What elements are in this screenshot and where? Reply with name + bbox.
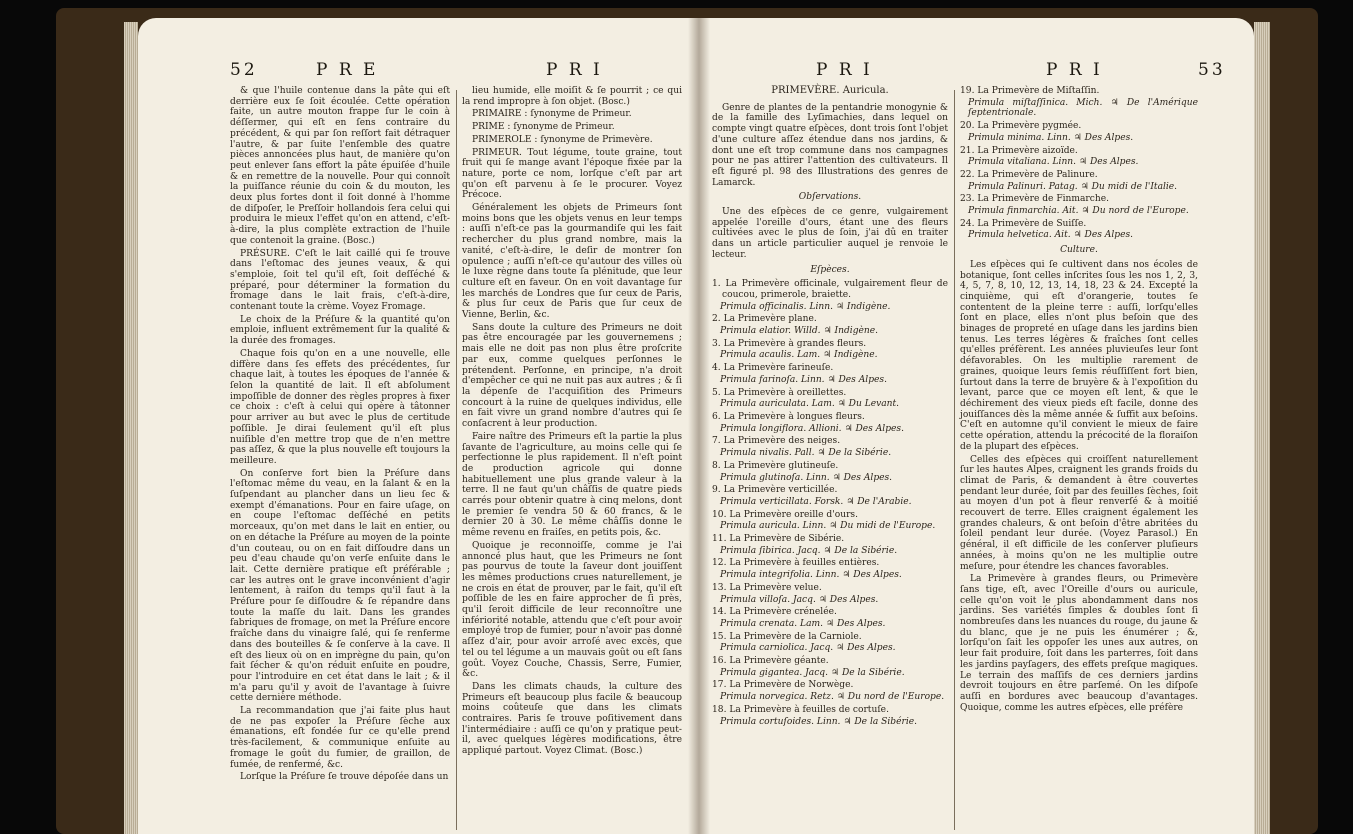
species-latin-name: Primula verticillata. Forsk. ♃ De l'Arabie. — [720, 496, 912, 507]
paragraph: PRÉSURE. C'eſt le lait caillé qui ſe trouve dans l'eſtomac des jeunes veaux, & qui s'emploie, ſoit tel qu'il eſt, ſoit deſſéché & préparé, pour déterminer la formation du fromage dans le lait frais, c'eſt-à-dire, contenant toute la crème. Voyez Fromage. — [230, 248, 450, 313]
species-entry: 15. La Primevère de la Carniole. — [712, 631, 862, 642]
species-entry: 18. La Primevère à feuilles de cortuſe. — [712, 704, 889, 715]
species-entry: 2. La Primevère plane. — [712, 314, 817, 325]
paragraph: Chaque fois qu'on en a une nouvelle, elle diffère dans ſes effets des précédentes, ſur chaque lait, à toutes les époques de l'année & ſelon la quantité de lait. Il eſt abſolument impoſſible de donner des règles propres à fixer ce choix : c'eſt à celui qui opère à tâtonner pour arriver au but avec le plus de certitude poſſible. Je dirai ſeulement qu'il eſt plus nuiſible d'en mettre trop que de n'en mettre pas aſſez, & que la plus nouvelle eſt toujours la meilleure. — [230, 348, 450, 466]
paragraph: Celles des eſpèces qui croiſſent naturellement ſur les hautes Alpes, craignent les grands froids du climat de Paris, & demandent à être couvertes pendant leur durée, ſoit par des feuilles ſèches, ſoit au moyen d'un pot à fleur renverſé & à moitié recouvert de terre. Elles craignent également les grandes chaleurs, & ont beſoin d'être abritées du ſoleil pendant leur durée. (Voyez Parasol.) En général, il eſt difficile de les conſerver pluſieurs années, à moins qu'on ne les multiplie outre meſure, pour étendre les chances favorables. — [960, 454, 1198, 572]
section-heading: Culture. — [1060, 245, 1098, 256]
species-latin-name: Primula farinoſa. Linn. ♃ Des Alpes. — [720, 374, 887, 385]
article-title: PRIMEVÈRE. Auricula. — [771, 85, 889, 96]
species-entry: 6. La Primevère à longues fleurs. — [712, 411, 865, 422]
paragraph: Le choix de la Préſure & la quantité qu'on emploie, influent extrêmement ſur la qualité & la durée des fromages. — [230, 314, 450, 347]
species-entry: 4. La Primevère farineuſe. — [712, 363, 834, 374]
species-entry: 19. La Primevère de Miſtaſſin. — [960, 86, 1100, 96]
species-entry: 9. La Primevère verticillée. — [712, 485, 838, 496]
left-page-number: 52 — [230, 60, 258, 80]
right-page-number: 53 — [1198, 60, 1226, 80]
species-entry: 23. La Primevère de Finmarche. — [960, 194, 1110, 205]
paragraph: Genre de plantes de la pentandrie monogynie & de la famille des Lyſimachies, dans lequel on compte vingt quatre eſpèces, dont trois ſont l'objet d'une culture aſſez étendue dans nos jardins, & dont une eſt trop commune dans nos campagnes pour ne pas attirer l'attention des cultivateurs. Il eſt figuré pl. 98 des Illustrations des genres de Lamarck. — [712, 102, 948, 188]
species-latin-name: Primula officinalis. Linn. ♃ Indigène. — [720, 301, 891, 312]
right-running-head-left: P R I — [816, 60, 873, 80]
species-entry: 13. La Primevère velue. — [712, 582, 822, 593]
species-latin-name: Primula crenata. Lam. ♃ Des Alpes. — [720, 618, 886, 629]
book-gutter — [688, 18, 710, 834]
paragraph: & que l'huile contenue dans la pâte qui eſt derrière eux ſe ſoit écoulée. Cette opération faite, un autre mouton frappe ſur le coin à déſſermer, qui eſt en ſens contraire du précédent, & qui par ſon reſſort fait détraquer l'autre, & par ſuite l'enſemble des quatre pièces annoncées plus haut, de manière qu'on peut enlever ſans effort la pâte épuiſée d'huile & en remettre de la nouvelle. Pour qui connoît la puiſſance réunie du coin & du mouton, les deux plus fortes dont il ſoit donné à l'homme de diſpoſer, le Preſſoir hollandois ſera celui qui produira le mieux l'effet qu'on en attend, c'eſt-à-dire, la plus complète extraction de l'huile que contenoit la graine. (Bosc.) — [230, 86, 450, 246]
species-latin-name: Primula villoſa. Jacq. ♃ Des Alpes. — [720, 594, 879, 605]
species-entry: 14. La Primevère crénelée. — [712, 607, 837, 618]
section-heading: Eſpèces. — [810, 264, 850, 275]
species-latin-name: Primula acaulis. Lam. ♃ Indigène. — [720, 350, 878, 361]
paragraph: On conſerve fort bien la Préſure dans l'eſtomac même du veau, en la ſalant & en la ſuſpendant au plancher dans un lieu ſec & exempt d'émanations. Pour en faire uſage, on en coupe l'eſtomac deſſéché en petits morceaux, qu'on met dans le lait en entier, ou on en détache la Préſure au moyen de la pointe d'un couteau, ou on en fait diſſoudre dans un peu d'eau chaude qu'on verſe enſuite dans le lait. Cette dernière pratique eſt préférable ; car les autres ont le grave inconvénient d'agir lentement, à raiſon du temps qu'il faut à la Préſure pour ſe diſſoudre & ſe répandre dans toute la maſſe du lait. Dans les grandes fabriques de fromage, on met la Préſure encore fraîche dans du vinaigre ſalé, qui ſe renferme dans des bouteilles & ſe conſerve à la cave. Il eſt des lieux où on en imprègne du pain, qu'on fait ſécher & qu'on réduit enſuite en poudre, pour l'introduire en cet état dans le lait ; & il m'a paru qu'il y avoit de l'avantage à ſuivre cette dernière méthode. — [230, 468, 451, 704]
column-divider — [456, 90, 457, 830]
left-page-edges — [124, 22, 138, 834]
left-running-head-left: P R E — [316, 60, 379, 80]
species-latin-name: Primula longiflora. Allioni. ♃ Des Alpes. — [720, 423, 904, 434]
species-latin-name: Primula glutinoſa. Linn. ♃ Des Alpes. — [720, 472, 893, 483]
paragraph: Faire naître des Primeurs eſt la partie la plus ſavante de l'agriculture, au moins celle qui ſe perfectionne le plus rapidement. Il n'eſt point de production agricole qui donne habituellement une plus grande valeur à la terre. Il ne faut qu'un châſſis de quatre pieds carrés pour obtenir quatre à cinq melons, dont le premier ſe vendra 50 & 60 francs, & le dernier 20 à 30. Le même châſſis donne le même revenu en fraiſes, en petits pois, &c. — [462, 431, 682, 539]
species-latin-name: Primula cortuſoides. Linn. ♃ De la Sibérie. — [720, 716, 918, 727]
species-latin-name: Primula norvegica. Retz. ♃ Du nord de l'Europe. — [720, 692, 945, 703]
species-entry: 22. La Primevère de Palinure. — [960, 169, 1098, 180]
species-latin-name: Primula carniolica. Jacq. ♃ Des Alpes. — [720, 643, 896, 654]
species-entry: 8. La Primevère glutineuſe. — [712, 460, 839, 471]
paragraph: Lorſque la Préſure ſe trouve dépoſée dans un — [240, 772, 449, 783]
species-latin-name: Primula Palinuri. Patag. ♃ Du midi de l'Italie. — [968, 181, 1178, 192]
species-entry: 3. La Primevère à grandes fleurs. — [712, 338, 867, 349]
paragraph: lieu humide, elle moiſit & ſe pourrit ; ce qui la rend impropre à ſon objet. (Bosc.) — [462, 86, 682, 107]
right-page — [698, 18, 1254, 834]
species-entry: 24. La Primevère de Suiſſe. — [960, 218, 1087, 229]
paragraph: PRIMEROLE : ſynonyme de Primevère. — [472, 134, 653, 145]
species-entry: 10. La Primevère oreille d'ours. — [712, 509, 858, 520]
right-page-column-1 — [712, 86, 948, 729]
paragraph: PRIME : ſynonyme de Primeur. — [472, 122, 615, 133]
right-page-edges — [1254, 22, 1270, 834]
species-latin-name: Primula helvetica. Ait. ♃ Des Alpes. — [968, 230, 1134, 241]
species-latin-name: Primula auricula. Linn. ♃ Du midi de l'Europe. — [720, 521, 936, 532]
paragraph: Une des eſpèces de ce genre, vulgairement appelée l'oreille d'ours, étant une des fleurs cultivées avec le plus de ſoin, j'ai dû en traiter dans un article particulier auquel je renvoie le lecteur. — [712, 207, 948, 260]
paragraph: PRIMEUR. Tout légume, toute graine, tout fruit qui ſe mange avant l'époque fixée par la nature, porte ce nom, lorſque c'eſt par art qu'on eſt parvenu à ſe le procurer. Voyez Précoce. — [462, 147, 682, 201]
paragraph: La Primevère à grandes fleurs, ou Primevère ſans tige, eſt, avec l'Oreille d'ours ou auricule, celle qu'on voit le plus abondamment dans nos jardins. Ses variétés ſimples & doubles ſont ſi nombreuſes dans les nuances du rouge, du jaune & du blanc, que je ne puis les énumérer ; &, lorſqu'on ſait les oppoſer les unes aux autres, on leur fait produire, ſoit dans les parterres, ſoit dans les jardins payſagers, des effets preſque magiques. Le terrain des maſſifs de ces derniers jardins devroit toujours en être parſemé. On les diſpoſe auſſi en bordures avec beaucoup d'avantages. Quoique, comme les autres eſpèces, elle préfère — [960, 574, 1198, 713]
species-entry: 20. La Primevère pygmée. — [960, 121, 1082, 132]
left-page-column-1 — [230, 86, 450, 785]
paragraph: La recommandation que j'ai faite plus haut de ne pas expoſer la Préſure ſèche aux émanations, eſt fondée ſur ce qu'elle prend très-facilement, & communique enſuite au fromage le goût du fumier, de graillon, de fumée, de renfermé, &c. — [230, 706, 450, 770]
right-page-column-2 — [960, 86, 1198, 715]
left-page — [138, 18, 698, 834]
species-entry: 16. La Primevère géante. — [712, 656, 829, 667]
species-latin-name: Primula elatior. Willd. ♃ Indigène. — [720, 326, 879, 337]
species-latin-name: Primula miſtaſſinica. Mich. ♃ De l'Amérique ſeptentrionale. — [968, 97, 1198, 119]
section-heading: Obſervations. — [798, 192, 862, 203]
species-entry: 12. La Primevère à feuilles entières. — [712, 558, 880, 569]
species-latin-name: Primula ſibirica. Jacq. ♃ De la Sibérie. — [720, 545, 898, 556]
species-entry: 1. La Primevère officinale, vulgairement fleur de coucou, primerole, braiette. — [712, 279, 948, 300]
species-latin-name: Primula auriculata. Lam. ♃ Du Levant. — [720, 399, 900, 410]
paragraph: Quoique je reconnoiſſe, comme je l'ai annoncé plus haut, que les Primeurs ne ſont pas pourvus de toute la ſaveur dont jouiſſent les mêmes productions crues naturellement, je ne crois en état de prouver, par le fait, qu'il eſt poſſible de les en faire approcher de ſi près, qu'il ſeroit difficile de leur reconnoître une infériorité notable, attendu que c'eſt pour avoir employé trop de fumier, pour n'avoir pas donné aſſez d'air, pour avoir arroſé avec excès, que tel ou tel légume a un mauvais goût ou eſt ſans goût. Voyez Couche, Chassis, Serre, Fumier, &c. — [462, 540, 682, 680]
species-latin-name: Primula integrifolia. Linn. ♃ Des Alpes. — [720, 570, 902, 581]
column-divider — [954, 90, 955, 830]
species-latin-name: Primula finmarchia. Ait. ♃ Du nord de l'Europe. — [968, 206, 1189, 217]
species-entry: 21. La Primevère aizoïde. — [960, 145, 1078, 156]
paragraph: Généralement les objets de Primeurs ſont moins bons que les objets venus en leur temps : auſſi n'eſt-ce pas la gourmandiſe qui les fait rechercher du plus grand nombre, mais la vanité, c'eſt-à-dire, le deſir de montrer ſon opulence ; auſſi n'eſt-ce qu'autour des villes où le luxe règne dans toute ſa plénitude, que leur culture eſt en faveur. On en voit davantage ſur les marchés de Londres que ſur ceux de Paris, & plus ſur ceux de Paris que ſur ceux de Vienne, Berlin, &c. — [462, 203, 682, 321]
species-latin-name: Primula vitaliana. Linn. ♃ Des Alpes. — [968, 157, 1139, 168]
species-entry: 11. La Primevère de Sibérie. — [712, 534, 845, 545]
species-entry: 5. La Primevère à oreillettes. — [712, 387, 847, 398]
species-latin-name: Primula gigantea. Jacq. ♃ De la Sibérie. — [720, 667, 905, 678]
right-running-head-right: P R I — [1046, 60, 1103, 80]
species-latin-name: Primula nivalis. Pall. ♃ De la Sibérie. — [720, 448, 892, 459]
paragraph: Dans les climats chauds, la culture des Primeurs eſt beaucoup plus facile & beaucoup moins coûteuſe que dans les climats contraires. Paris ſe trouve poſitivement dans l'intermédiaire : auſſi ce qu'on y pratique peut-il, avec quelques légères modifications, être appliqué partout. Voyez Climat. (Bosc.) — [462, 681, 682, 757]
species-latin-name: Primula minima. Linn. ♃ Des Alpes. — [968, 132, 1134, 143]
species-entry: 7. La Primevère des neiges. — [712, 436, 841, 447]
paragraph: PRIMAIRE : ſynonyme de Primeur. — [472, 109, 632, 120]
paragraph: Sans doute la culture des Primeurs ne doit pas être encouragée par les gouvernemens ; mais elle ne doit pas non plus être proſcrite par eux, comme quelques perſonnes le prétendent. Perſonne, en principe, n'a droit d'empêcher ce qui ne nuit pas aux autres ; & ſi la dépenſe de l'acquiſition des Primeurs concourt à la ruine de quelques individus, elle en fait vivre un grand nombre d'autres qui ſe conſacrent à leur production. — [462, 322, 682, 430]
left-running-head-right: P R I — [546, 60, 603, 80]
paragraph: Les eſpèces qui ſe cultivent dans nos écoles de botanique, ſont celles inſcrites ſous les nos 1, 2, 3, 4, 5, 7, 8, 10, 12, 13, 14, 18, 23 & 24. Excepté la cinquième, qui eſt d'orangerie, toutes ſe contentent de la pleine terre : auſſi, lorſqu'elles ſont en place, elles n'ont plus beſoin que des binages de propreté en uſage dans les jardins bien tenus. Les terres légères & fraîches ſont celles qu'elles préfèrent. Les années pluvieuſes leur ſont défavorables. On les multiplie rarement de graines, quoique leurs ſemis réuſſiſſent fort bien, ſurtout dans la terre de bruyère & à l'expoſition du levant, parce que ce moyen eſt lent, & que le déchirement des vieux pieds eſt facile, donne des jouiſſances dès la même année & ſuffit aux beſoins. C'eſt en automne qu'il convient le mieux de faire cette opération, attendu la précocité de la floraiſon de la plupart des eſpèces. — [960, 259, 1198, 452]
left-page-column-2 — [462, 86, 682, 759]
species-entry: 17. La Primevère de Norwège. — [712, 680, 854, 691]
